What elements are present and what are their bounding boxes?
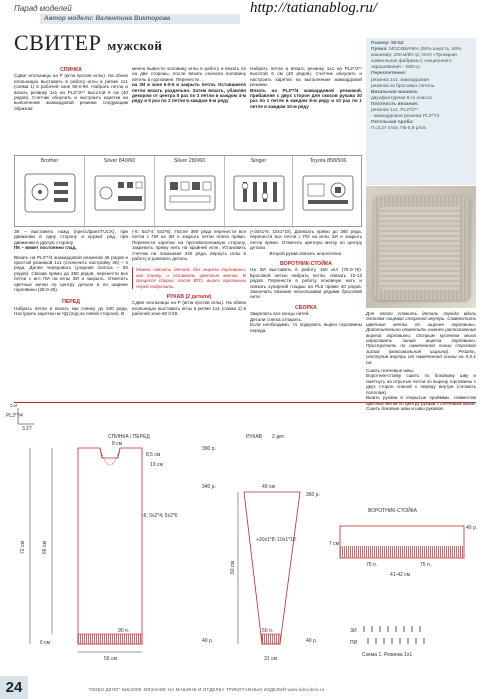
col4-bullet-3: Вшить рукава в открытые пройммы, совместив цветные метки по центру рукава с плечевым швом.	[366, 395, 476, 406]
sleeve-needles: 50 п.	[262, 628, 274, 634]
carriage-levers-icon	[231, 168, 287, 220]
carriage-dial-icon	[22, 168, 78, 220]
back-width: 55 см	[104, 656, 117, 662]
assembly-heading: СБОРКА	[295, 304, 317, 311]
back-paragraph: Сдвиг игольницы на Р (игла против иглы). На обеих игольницах выставить в работу иглы в ритме 1х1 (схема 1) в рабочей зоне 90-0-90. Набрать петли и вязать резинку 1х1 на PL2*/2** высотой 6 см (40 рядов). Счетчик обнулить и настроить каретки на выполнение жаккардовой резинки следующим образом:	[14, 73, 128, 111]
machine-value: двухфонтурная 5-го класса	[371, 95, 432, 101]
sleeve-rows-360: 360 р.	[306, 492, 320, 498]
machine-brother	[15, 156, 85, 228]
col2-paragraph-1: менно вывести половину иглы в работу и вязать по на две стороны, после вязать сначала половину петель в горловине. Перенести ...	[132, 66, 246, 82]
sleeve-top-width: 49 см	[262, 484, 275, 490]
rib-paragraph: Вязать на PL3**/4 жаккардовой резинкой 46 рядов и простой резинкой 1х1 (отключить настройку ЗК) – 4 ряда. Далее чередовать (узорная полоса – 50 рядов). Связав прямо до 390 рядов, перенести все петли с игл ПИ на иглы ЗИ и закрыть. Отметить цветные метки по центру детали и по ширине горловины (28-0-26).	[14, 254, 128, 293]
sleeve-count: 2 дет.	[272, 434, 285, 440]
carriage-buttons-icon	[92, 168, 148, 220]
machine-singer	[225, 156, 293, 228]
sleeve-length: 60 см	[230, 561, 236, 574]
back-front-title: СПИНКА / ПЕРЕД	[108, 434, 150, 440]
rows-390: 390 р.	[202, 446, 216, 452]
col3-paragraph-3: (+30х1*8; 10х1*10). Довязать прямо до 360 ряда, перенести все петли с ПИ на иглы ЗИ и закрыть петли прямо. Отметить цветную метку по центру детали.	[250, 229, 362, 251]
sleeve-shape	[244, 492, 300, 644]
col3-bottom	[250, 229, 362, 333]
yarn-label: Пряжа:	[371, 47, 388, 53]
assembly-2: Детали слегка отпарить.	[250, 316, 303, 322]
neck-side: 8,5 см	[146, 452, 161, 458]
section-title: Парад моделей	[14, 4, 72, 13]
sweater-photo	[366, 186, 476, 308]
knit-fabric-detail	[380, 206, 460, 290]
col1-bottom	[14, 229, 128, 317]
note-paragraph: Можно связать деталь без выреза горловины, как спинку, и оставить цветные метки. В процессе сборки, после ВТО, вырез горловины перед подрезать.	[132, 267, 246, 289]
body-length: 66 см	[42, 541, 48, 554]
col4	[366, 311, 476, 411]
size-value: 50-52	[391, 41, 404, 46]
density-2: - жаккардовая резинка PL3**/4	[371, 114, 440, 120]
gauge-box	[6, 404, 34, 432]
sleeve-heading: РУКАВ (2 детали)	[166, 294, 212, 301]
collar-needles-left: 75 п.	[366, 562, 378, 568]
col4-bullet-2: Воротник-стойку сшить по боковому шву и сметнуть на отрытые петли по вырезу горловины с двух сторон спиной к перёду внутри (сложить пополам).	[366, 373, 476, 395]
gauge-bottom: 3.27	[22, 426, 32, 432]
carriage-dial-icon	[300, 168, 356, 220]
machine-name: Silver 840/60	[103, 158, 136, 164]
back-heading: СПИНКА	[60, 67, 82, 73]
total-length: 72 см	[20, 541, 26, 554]
pattern-diagram	[0, 404, 486, 676]
back-front-shape	[78, 448, 142, 644]
rows-340: 340 р.	[202, 484, 216, 490]
gauge-label: Петельная проба:	[371, 120, 414, 126]
assembly-3: Если необходимо, то подкроить вырез горловины переда.	[250, 322, 362, 333]
sleeve-width: 31 см	[264, 656, 277, 662]
front-paragraph: Набрать петли и вязать как спинку до 340 ряда. Настроить каретки на ЧД (под на левой стороне). В	[14, 305, 128, 317]
sleeve-increases: +30х1*8; 10х1*10	[256, 537, 296, 543]
gauge-value: П=3,27 п/см, Пв-5,9 р/см.	[371, 126, 427, 132]
col3-paragraph-2: Вязать на PL3**/4 жаккардовой резинкой, прибавляя с двух сторон для скосов рукава 30 раз по 1 петле в каждом 8-м ряду и 10 раз по 1 петле в каждом 10-м ряду	[250, 87, 362, 109]
density-label: Плотность вязания:	[371, 101, 419, 107]
col3-paragraph-1: Набрать петли и вязать резинку 1х1 на PL2*/2** высотой 6 см (40 рядов). Счетчик обнулить и настроить каретки на выполнение жаккардовой резинки.	[250, 66, 362, 88]
machine-toyota	[293, 156, 363, 228]
gauge-top: 5.9	[10, 404, 17, 409]
machine-label: Вязальная машина:	[371, 89, 419, 95]
col2-paragraph-2: (-6; 5х2*4; 5х2*6). После 390 ряда перенести все петли с ПИ на ЗИ и закрыть петли плеча прямо. Перенести каретки на противоположную сторону, закрепить пряжу нить на крайней игле. Установить счетчик на показания 340 ряда, вернуть иглы в работу и довязать деталь.	[132, 229, 246, 262]
scheme-label: Схема 1. Резинка 1х1	[362, 652, 413, 658]
machines-row	[14, 155, 362, 227]
collar-paragraph: На ЗИ выставить в работу 150 игл (75-0-75). Бросовой нитью набрать петли, связать 10-12 рядов. Перенести в работу основную нить и связать кулирной гладью на PL5 прямо 40 рядов. Закончить вязание несколькими рядами бросовой нити.	[250, 267, 362, 300]
pk-paragraph: ПК – вяжет постоянно глад.	[14, 245, 77, 251]
scheme-zi: ЗИ	[350, 628, 357, 634]
weave-1: резинка 1х1, жаккардовая	[371, 77, 429, 83]
machine-silver-840	[85, 156, 155, 228]
col2-paragraph-1b: на ЗИ в зоне 6-0-6 и закрыть петли. Оставшиеся петли вязать раздельно. Затем вязать, убавляя декором от центра 5 раз по 2 петли в каждом 4-м ряду и 5 раз по 2 петли в каждом 6-м ряду	[132, 82, 246, 104]
col4-paragraph-1: Для этого сложить деталь переда вдоль пополам лицевой стороной внутрь. Совместить цветные метки по ширине горловины. Дополнительно отметить нижнее расположение выреза горловины. Острым кусочком мыла нарисовать линию выреза горловины. Прострочить по намеченной линии строчкой зигзаг (максимальная ширина). Резать, отступив внутрь от намеченной линии на 0,5-1 см.	[366, 311, 476, 365]
col4-bullet-4: Сшить боковые швы и швы рукавов.	[366, 405, 445, 411]
scheme-pi: ПИ	[350, 640, 358, 646]
title-sub: мужской	[107, 38, 163, 53]
yarn-value: МОСКВИЧКА (50% шерсть, 50% кашемир; 200 м/50 гр; ОАО «Троицкая камвольная фабрика») секционного окрашивания – 800 гр.	[371, 47, 462, 71]
machine-name: Toyota 858/506	[309, 158, 347, 164]
density-1: резинка 1х1, PL2*/2**	[371, 108, 419, 114]
collar-needles-right: 75 п.	[420, 562, 432, 568]
sleeve-title: РУКАВ	[246, 434, 262, 440]
front-neck-rule: -6; 5х2*4; 5х2*6	[142, 513, 178, 519]
size-label: Размер:	[371, 41, 390, 46]
col2-top	[132, 66, 246, 104]
col3-paragraph-4: Второй рукав связать аналогично.	[269, 250, 343, 256]
title-main: СВИТЕР	[14, 30, 102, 55]
zk-paragraph: ЗК – выставить нажд (пресс/фанг/TUCK), при движении в одну сторону и кружит ряд, при движении в другую сторону.	[14, 229, 128, 245]
page-number: 24	[0, 676, 28, 699]
assembly-1: Закрепить все концы нитей.	[250, 311, 310, 317]
collar-height: 7 см	[329, 541, 340, 547]
machine-silver-280	[155, 156, 225, 228]
col2-bottom	[132, 229, 246, 317]
collar-rows: 40 р.	[466, 525, 478, 531]
weave-2: резинка из бросовых петель.	[371, 83, 436, 89]
site-url[interactable]: http://tatianablog.ru/	[250, 0, 378, 16]
machine-name: Brother	[40, 158, 59, 164]
collar-shape	[340, 526, 464, 558]
collar-title: ВОРОТНИК-СТОЙКА	[368, 508, 418, 514]
scheme-rib	[350, 626, 424, 658]
sleeve-rib-rows: 40 р.	[306, 638, 318, 644]
author-bar: Автор модели: Валентина Викторова	[40, 14, 240, 24]
collar-heading: ВОРОТНИК-СТОЙКА	[280, 261, 332, 268]
neck-width: 8 см	[112, 441, 123, 447]
col4-bullet-1: Сшить плечевые швы.	[366, 368, 415, 374]
collar-width: 41-42 см	[390, 572, 411, 578]
rib-rows: 40 р.	[202, 638, 214, 644]
machine-name: Singer	[250, 158, 267, 164]
machine-name: Silver 280/60	[173, 158, 206, 164]
footer-text: "ЛЮБО ДЕЛО" №6/2008. ВЯЗАНИЕ НА МАШИНЕ И ОТДЕЛКА ТРИКОТАЖНЫХ ИЗДЕЛИЙ www.lubo-delo.ru	[88, 687, 325, 692]
shoulder-width: 19 см	[150, 462, 163, 468]
back-needles: 90 п.	[118, 628, 130, 634]
spec-box	[366, 38, 476, 185]
page-title	[14, 30, 162, 56]
col3-top	[250, 66, 362, 109]
gauge-label: PL3**/4	[6, 413, 23, 419]
rib-height: 6 см	[40, 640, 51, 646]
front-heading: ПЕРЕД	[62, 299, 80, 306]
back-section	[14, 68, 128, 111]
section-divider	[14, 402, 476, 403]
sleeve-paragraph: Сдвиг игольницы на Р (игла против иглы). На обеих игольницах выставить иглы в ритме 1х1 (схема 1) в рабочей зоне 50 0 50.	[132, 300, 246, 317]
carriage-buttons-icon	[162, 168, 218, 220]
weave-label: Переплетение:	[371, 71, 407, 77]
